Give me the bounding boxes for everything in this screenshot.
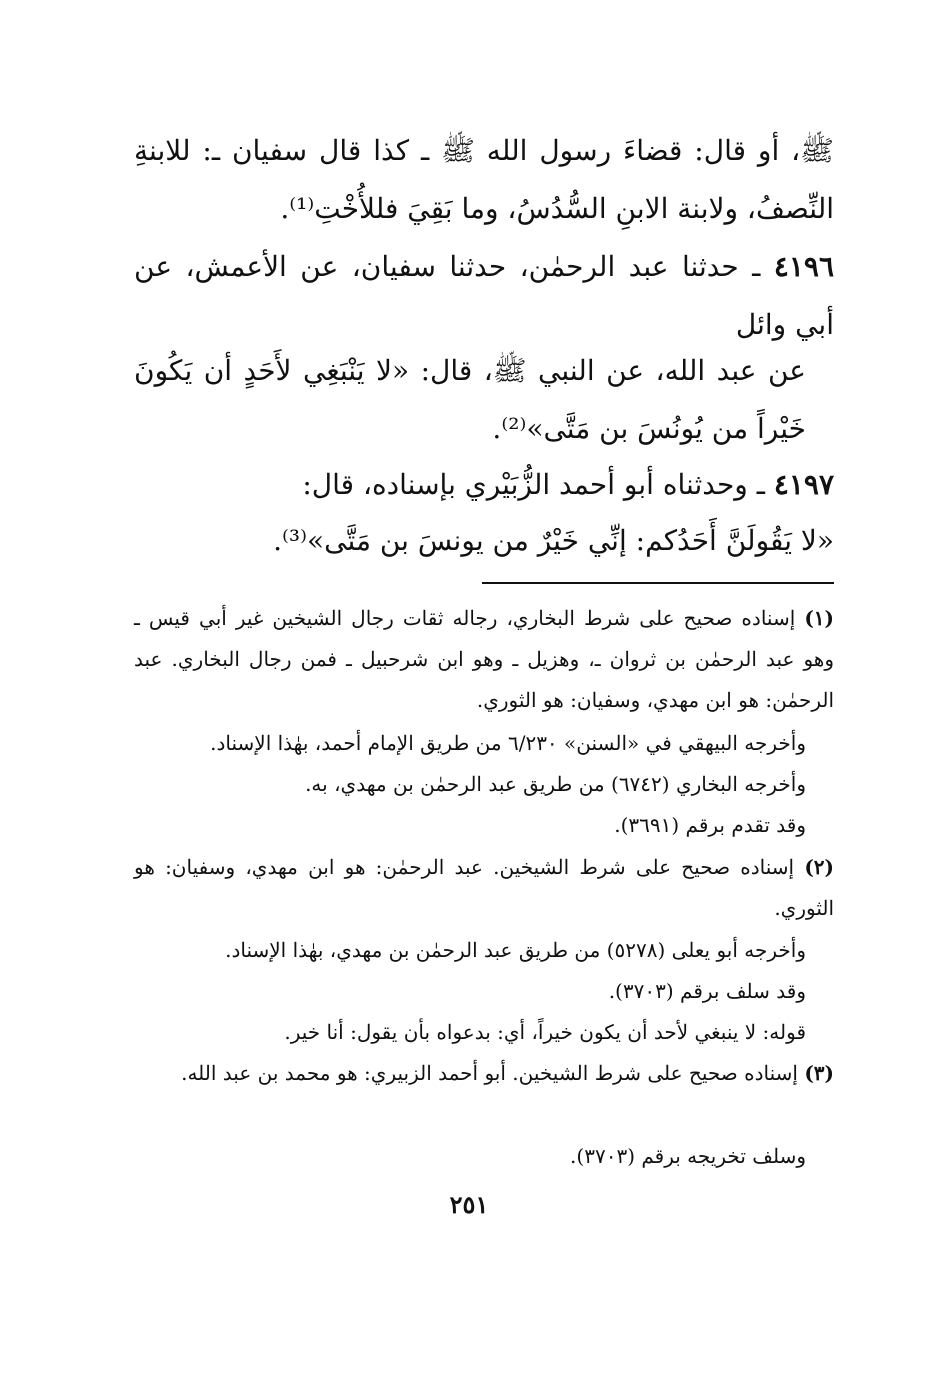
footnote-marker: (٣) <box>804 1061 834 1085</box>
hadith-matn-text: «لا يَقُولَنَّ أَحَدُكم: إنِّي خَيْرٌ من يونسَ بن مَتَّى»⁽³⁾. <box>273 524 834 557</box>
hadith-4197-isnad <box>134 456 834 514</box>
footnote-1-line <box>134 764 834 805</box>
paragraph-continuation <box>134 122 834 238</box>
footnote-text: إسناده صحيح على شرط الشيخين. عبد الرحمٰن: هو ابن مهدي، وسفيان: هو الثوري. <box>134 855 834 920</box>
footnote-2-line <box>134 971 834 1012</box>
page-number: ٢٥١ <box>449 1190 489 1219</box>
footnote-2-line <box>134 930 834 971</box>
footnote-1 <box>134 598 834 721</box>
footnote-3 <box>134 1053 834 1094</box>
footnote-2 <box>134 847 834 929</box>
footnote-1-line <box>134 805 834 846</box>
footnote-text: وأخرجه البخاري (٦٧٤٢) من طريق عبد الرحمٰن بن مهدي، به. <box>305 772 806 796</box>
footnote-3-line <box>134 1136 834 1177</box>
continuation-text: ﷺ، أو قال: قضاءَ رسول الله ﷺ ـ كذا قال سفيان ـ: للابنةِ النِّصفُ، ولابنة الابنِ السُّدُسُ، وما بَقِيَ فللأُخْتِ⁽¹⁾. <box>134 134 834 225</box>
hadith-number: ٤١٩٧ <box>773 468 834 501</box>
footnote-1-line <box>134 723 834 764</box>
hadith-matn-text: عن عبد الله، عن النبي ﷺ، قال: «لا يَنْبَغِي لأَحَدٍ أن يَكُونَ خَيْراً من يُونُسَ بن مَتَّى»⁽²⁾. <box>134 354 806 445</box>
footnote-marker: (١) <box>804 606 834 630</box>
footnote-text: وقد تقدم برقم (٣٦٩١). <box>614 813 806 837</box>
hadith-isnad-text: ـ وحدثناه أبو أحمد الزُّبَيْري بإسناده، قال: <box>302 468 765 501</box>
hadith-number: ٤١٩٦ <box>773 250 834 283</box>
footnote-text: وسلف تخريجه برقم (٣٧٠٣). <box>570 1144 806 1168</box>
footnote-text: وأخرجه أبو يعلى (٥٢٧٨) من طريق عبد الرحمٰن بن مهدي، بهٰذا الإسناد. <box>225 938 806 962</box>
footnote-marker: (٢) <box>804 855 834 879</box>
hadith-4196-matn <box>134 342 834 458</box>
hadith-4197-matn <box>134 512 834 570</box>
footnote-text: وأخرجه البيهقي في «السنن» ٦/٢٣٠ من طريق الإمام أحمد، بهٰذا الإسناد. <box>210 731 806 755</box>
footnote-separator <box>482 582 834 584</box>
footnote-text: وقد سلف برقم (٣٧٠٣). <box>608 979 806 1003</box>
footnote-text: قوله: لا ينبغي لأحد أن يكون خيراً، أي: بدعواه بأن يقول: أنا خير. <box>284 1020 806 1044</box>
footnote-text: إسناده صحيح على شرط البخاري، رجاله ثقات رجال الشيخين غير أبي قيس ـ وهو عبد الرحمٰن بن ثروان ـ، وهزيل ـ وهو ابن شرحبيل ـ فمن رجال البخاري. عبد الرحمٰن: هو ابن مهدي، وسفيان: هو الثوري. <box>134 606 834 712</box>
hadith-isnad-text: ـ حدثنا عبد الرحمٰن، حدثنا سفيان، عن الأعمش، عن أبي وائل <box>134 250 834 341</box>
hadith-4196-isnad <box>134 238 834 354</box>
footnote-text: إسناده صحيح على شرط الشيخين. أبو أحمد الزبيري: هو محمد بن عبد الله. <box>181 1061 798 1085</box>
footnote-2-line <box>134 1012 834 1053</box>
